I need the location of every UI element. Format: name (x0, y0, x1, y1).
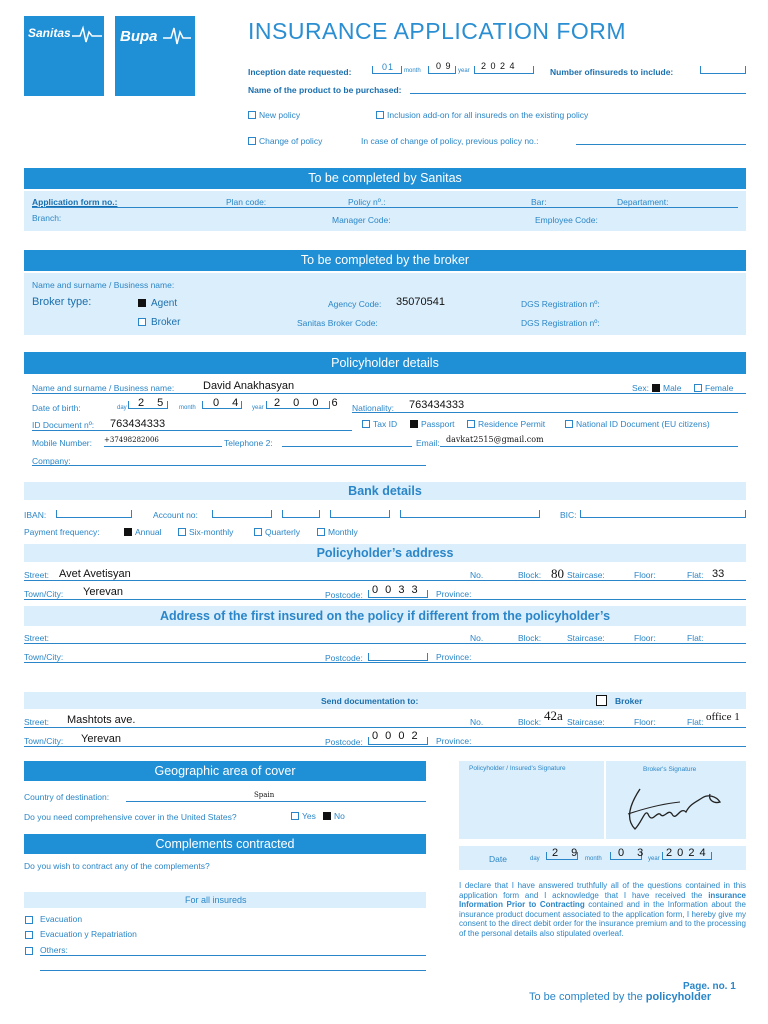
change-policy-checkbox[interactable] (248, 137, 256, 145)
num-insureds-box[interactable] (700, 66, 746, 74)
plan-code-label: Plan code: (226, 197, 267, 207)
change-policy-label: Change of policy (259, 136, 323, 146)
heartbeat-icon (72, 24, 102, 44)
ph-name-line[interactable] (32, 393, 746, 394)
us-cover-yes-checkbox[interactable] (291, 812, 299, 820)
company-line[interactable] (32, 465, 426, 466)
inclusion-addon-label: Inclusion add-on for all insureds on the existing policy (387, 110, 589, 120)
agency-code-label: Agency Code: (328, 299, 382, 309)
broker-checkbox[interactable] (138, 318, 146, 326)
inception-month-label: month (404, 68, 421, 74)
us-cover-no-label: No (334, 811, 345, 821)
email-line[interactable] (440, 446, 738, 447)
us-cover-yes-label: Yes (302, 811, 316, 821)
declaration-part1: I declare that I have answered truthfully all of the questions contained in this application form and I acknowledge that I have received the (459, 881, 746, 900)
quarterly-checkbox[interactable] (254, 528, 262, 536)
application-form-no-label: Application form no.: (32, 197, 118, 207)
account-box-2[interactable] (282, 510, 320, 518)
sig-year-label: year (648, 856, 660, 862)
town-value: Yerevan (83, 586, 123, 598)
others-line-2[interactable] (40, 970, 426, 971)
sig-day-value: 2 9 (552, 847, 583, 859)
town-label: Town/City: (24, 589, 64, 599)
sex-label: Sex: (632, 383, 650, 393)
sd-no-label: No. (470, 717, 484, 727)
monthly-checkbox[interactable] (317, 528, 325, 536)
new-policy-label: New policy (259, 110, 301, 120)
heartbeat-icon (163, 24, 191, 46)
sd-town-value: Yerevan (81, 733, 121, 745)
first-insured-section-title: Address of the first insured on the policy if different from the policyholder’s (159, 609, 611, 623)
previous-policy-line[interactable] (576, 144, 746, 145)
department-label: Departament: (617, 197, 669, 207)
iban-box[interactable] (56, 510, 132, 518)
completed-by-bold: policyholder (645, 991, 712, 1003)
male-checkbox[interactable] (652, 384, 660, 392)
block-value: 80 (551, 566, 564, 581)
inception-month: 0 9 (436, 61, 452, 71)
fi-postcode-label: Postcode: (325, 653, 363, 663)
id-line[interactable] (32, 430, 352, 431)
account-box-4[interactable] (400, 510, 540, 518)
geo-section-header (24, 761, 426, 781)
dob-year: 2 0 0 6 (274, 397, 343, 409)
six-monthly-label: Six-monthly (189, 527, 234, 537)
first-insured-section-header (24, 606, 746, 626)
sanitas-section-header (24, 168, 746, 189)
manager-code-label: Manager Code: (332, 215, 391, 225)
others-checkbox[interactable] (25, 947, 33, 955)
nationality-label: Nationality: (352, 403, 395, 413)
sanitas-logo-text: Sanitas (28, 26, 71, 40)
address-section-title: Policyholder’s address (316, 546, 454, 560)
inception-year: 2 0 2 4 (481, 61, 516, 71)
dob-day: 2 5 (138, 397, 169, 409)
completed-by-footer (529, 991, 711, 1003)
policyholder-section-title: Policyholder details (331, 356, 439, 370)
dob-year-label: year (252, 405, 264, 411)
tax-id-checkbox[interactable] (362, 420, 370, 428)
inclusion-addon-checkbox[interactable] (376, 111, 384, 119)
payment-frequency-label: Payment frequency: (24, 527, 100, 537)
nationality-line[interactable] (352, 412, 738, 413)
evacuation-checkbox[interactable] (25, 916, 33, 924)
block-label: Block: (518, 570, 542, 580)
passport-label: Passport (421, 419, 455, 429)
floor-label: Floor: (634, 570, 656, 580)
male-label: Male (663, 383, 682, 393)
postcode-label: Postcode: (325, 590, 363, 600)
sig-year-value: 2 0 2 4 (666, 847, 707, 859)
sanitas-row1-line (32, 207, 738, 208)
fi-staircase-label: Staircase: (567, 633, 605, 643)
telephone2-label: Telephone 2: (224, 438, 273, 448)
declaration-text (459, 881, 746, 939)
residence-permit-checkbox[interactable] (467, 420, 475, 428)
geo-section-title: Geographic area of cover (154, 764, 296, 778)
inception-day: 01 (382, 62, 395, 72)
num-insureds-label: Number ofinsureds to include: (550, 67, 674, 77)
national-id-checkbox[interactable] (565, 420, 573, 428)
ph-name-label: Name and surname / Business name: (32, 383, 175, 393)
street-label: Street: (24, 570, 50, 580)
sd-province-label: Province: (436, 736, 472, 746)
evacuation-repatriation-checkbox[interactable] (25, 931, 33, 939)
others-label: Others: (40, 945, 68, 955)
sig-month-value: 0 3 (618, 847, 649, 859)
declaration-bold: insurance Information Prior to Contracting (459, 890, 746, 910)
street-value: Avet Avetisyan (59, 568, 131, 580)
branch-label: Branch: (32, 213, 62, 223)
agent-checkbox[interactable] (138, 299, 146, 307)
dgs-registration-label-2: DGS Registration nº: (521, 318, 600, 328)
inception-label: Inception date requested: (248, 67, 352, 77)
sig-month-label: month (585, 856, 602, 862)
postcode-value: 0 0 3 3 (372, 584, 420, 596)
signature-scribble (620, 784, 730, 834)
company-label: Company: (32, 456, 71, 466)
broker-type-label: Broker type: (32, 296, 92, 308)
monthly-label: Monthly (328, 527, 358, 537)
page-title: INSURANCE APPLICATION FORM (248, 18, 627, 44)
sd-block-value: 42a (544, 708, 563, 723)
fi-town-line[interactable] (24, 662, 746, 663)
email-label: Email: (416, 438, 440, 448)
sanitas-broker-code-label: Sanitas Broker Code: (297, 318, 378, 328)
female-checkbox[interactable] (694, 384, 702, 392)
page-number: Page. no. 1 (683, 981, 736, 992)
inception-year-label: year (458, 68, 470, 74)
sanitas-logo (24, 16, 104, 96)
fi-floor-label: Floor: (634, 633, 656, 643)
six-monthly-checkbox[interactable] (178, 528, 186, 536)
send-doc-title: Send documentation to: (321, 696, 419, 706)
sd-town-line[interactable] (24, 746, 746, 747)
town-line[interactable] (24, 599, 746, 600)
bank-section-title: Bank details (348, 484, 422, 498)
fi-no-label: No. (470, 633, 484, 643)
evacuation-label: Evacuation (40, 914, 83, 924)
send-doc-broker-checkbox[interactable] (596, 695, 607, 706)
previous-policy-label: In case of change of policy, previous policy no.: (361, 136, 539, 146)
province-label: Province: (436, 589, 472, 599)
annual-label: Annual (135, 527, 162, 537)
fi-province-label: Province: (436, 652, 472, 662)
account-box-1[interactable] (212, 510, 272, 518)
sd-floor-label: Floor: (634, 717, 656, 727)
sd-postcode-value: 0 0 0 2 (372, 730, 420, 742)
flat-value: 33 (712, 568, 725, 580)
dob-day-label: day (117, 405, 127, 411)
passport-checkbox[interactable] (410, 420, 418, 428)
fi-postcode-box[interactable] (368, 653, 428, 661)
broker-signature-label: Broker's Signature (643, 766, 697, 773)
sd-flat-label: Flat: (687, 717, 704, 727)
residence-permit-label: Residence Permit (478, 419, 546, 429)
email-value: davkat2515@gmail.com (446, 435, 544, 444)
sig-day-label: day (530, 856, 540, 862)
complements-question: Do you wish to contract any of the complements? (24, 861, 210, 871)
flat-label: Flat: (687, 570, 704, 580)
dob-month-label: month (179, 405, 196, 411)
bic-box[interactable] (580, 510, 746, 518)
dob-label: Date of birth: (32, 403, 81, 413)
bupa-logo (115, 16, 195, 96)
bar-label: Bar: (531, 197, 547, 207)
bupa-logo-text: Bupa (120, 28, 158, 45)
send-doc-broker-label: Broker (615, 696, 643, 706)
sd-street-label: Street: (24, 717, 50, 727)
sd-staircase-label: Staircase: (567, 717, 605, 727)
street-line[interactable] (24, 580, 746, 581)
sd-postcode-label: Postcode: (325, 737, 363, 747)
nationality-value: 763434333 (409, 399, 465, 411)
evacuation-repatriation-label: Evacuation y Repatriation (40, 929, 137, 939)
female-label: Female (705, 383, 734, 393)
id-value: 763434333 (110, 418, 166, 430)
bank-section-header (24, 482, 746, 500)
dob-month: 0 4 (213, 397, 244, 409)
us-cover-no-checkbox[interactable] (323, 812, 331, 820)
agency-code-value: 35070541 (396, 296, 445, 308)
employee-code-label: Employee Code: (535, 215, 598, 225)
country-label: Country of destination: (24, 792, 110, 802)
sd-block-label: Block: (518, 717, 542, 727)
address-section-header (24, 544, 746, 562)
bic-label: BIC: (560, 510, 577, 520)
policy-no-label: Policy nº.: (348, 197, 386, 207)
id-label: ID Document nº: (32, 420, 95, 430)
dgs-registration-label-1: DGS Registration nº: (521, 299, 600, 309)
sd-flat-value: office 1 (706, 711, 740, 723)
country-value: Spain (254, 791, 275, 799)
mobile-label: Mobile Number: (32, 438, 92, 448)
tax-id-label: Tax ID (373, 419, 398, 429)
fi-street-line[interactable] (24, 643, 746, 644)
fi-block-label: Block: (518, 633, 542, 643)
quarterly-label: Quarterly (265, 527, 300, 537)
new-policy-checkbox[interactable] (248, 111, 256, 119)
mobile-value: +37498282006 (104, 436, 159, 444)
us-cover-question: Do you need comprehensive cover in the United States? (24, 812, 237, 822)
declaration-part2: contained and in the Information about the insurance product document associated to the application form, I hereby give my consent to the direct debit order for the insurance premium and to the processing of the personal details also stipulated overleaf. (459, 900, 747, 938)
iban-label: IBAN: (24, 510, 47, 520)
agent-label: Agent (151, 298, 178, 309)
annual-checkbox[interactable] (124, 528, 132, 536)
fi-flat-label: Flat: (687, 633, 704, 643)
policyholder-signature-label: Policyholder / Insured's Signature (469, 765, 566, 772)
policyholder-section-header (24, 352, 746, 374)
others-line-1[interactable] (40, 955, 426, 956)
for-all-label: For all insureds (185, 895, 247, 905)
completed-by-text: To be completed by the (529, 991, 646, 1003)
telephone2-line[interactable] (282, 446, 412, 447)
fi-town-label: Town/City: (24, 652, 64, 662)
ph-name-value: David Anakhasyan (203, 380, 295, 392)
fi-street-label: Street: (24, 633, 50, 643)
account-no-label: Account no: (153, 510, 198, 520)
product-label: Name of the product to be purchased: (248, 85, 402, 95)
sd-town-label: Town/City: (24, 736, 64, 746)
staircase-label: Staircase: (567, 570, 605, 580)
broker-section-title: To be completed by the broker (300, 253, 470, 267)
country-line[interactable] (126, 801, 426, 802)
sd-street-line[interactable] (24, 727, 746, 728)
complements-section-title: Complements contracted (155, 837, 295, 851)
date-label: Date (489, 854, 507, 864)
no-label: No. (470, 570, 484, 580)
mobile-line[interactable] (104, 446, 222, 447)
complements-section-header (24, 834, 426, 854)
account-box-3[interactable] (330, 510, 390, 518)
broker-section-header (24, 250, 746, 271)
product-line[interactable] (410, 93, 746, 94)
broker-name-label: Name and surname / Business name: (32, 280, 175, 290)
policyholder-signature-box[interactable] (459, 761, 604, 839)
broker-label: Broker (151, 317, 181, 328)
sd-street-value: Mashtots ave. (67, 714, 136, 726)
national-id-label: National ID Document (EU citizens) (576, 419, 710, 429)
sanitas-section-title: To be completed by Sanitas (308, 171, 462, 185)
